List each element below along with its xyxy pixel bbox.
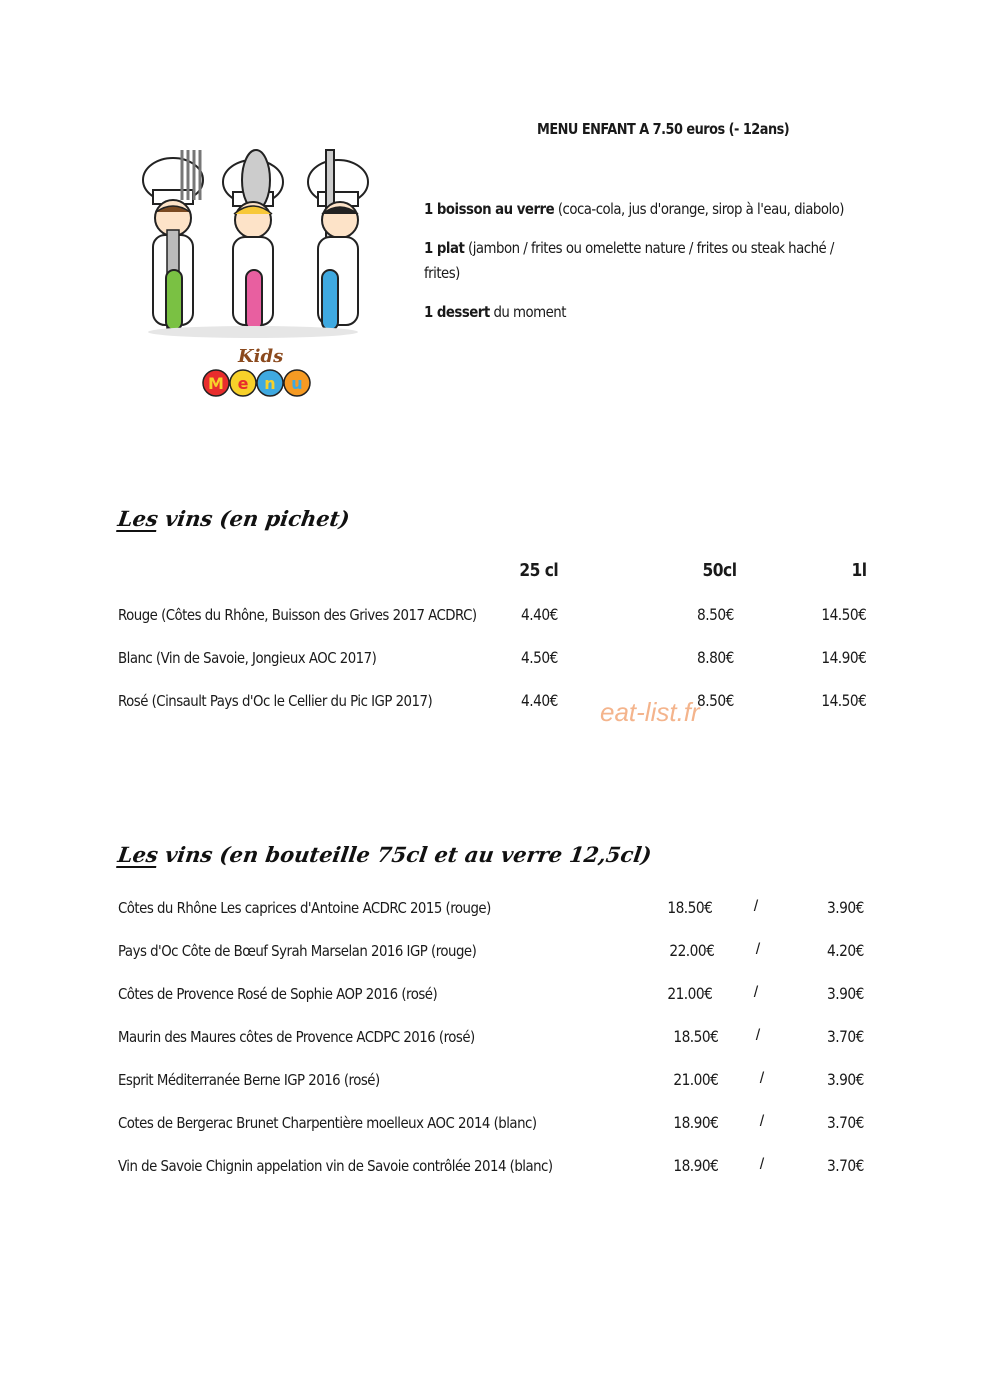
price-separator: / bbox=[759, 1113, 765, 1130]
price-separator: / bbox=[753, 898, 759, 915]
price-glass: 3.70€ bbox=[827, 1027, 864, 1046]
bottle-row-label: Pays d'Oc Côte de Bœuf Syrah Marselan 2016 IGP (rouge) bbox=[118, 942, 477, 960]
price-1l: 14.50€ bbox=[820, 605, 866, 624]
price-bottle: 21.00€ bbox=[672, 1070, 718, 1089]
pitcher-row-label: Rosé (Cinsault Pays d'Oc le Cellier du Pic IGP 2017) bbox=[118, 692, 433, 710]
kids-menu-title: MENU ENFANT A 7.50 euros (- 12ans) bbox=[537, 120, 790, 138]
pitcher-row-label: Rouge (Côtes du Rhône, Buisson des Grives 2017 ACDRC) bbox=[118, 606, 477, 624]
chef-fork-figure bbox=[143, 150, 203, 330]
kids-menu-dish bbox=[424, 236, 864, 286]
logo-letter-n: n bbox=[264, 374, 276, 393]
chef-spoon-figure bbox=[223, 150, 283, 330]
bottle-section-title: Les vins (en bouteille 75cl et au verre 12,5cl) bbox=[116, 842, 654, 867]
price-bottle: 18.90€ bbox=[672, 1156, 718, 1175]
drink-detail: (coca-cola, jus d'orange, sirop à l'eau, diabolo) bbox=[554, 200, 844, 218]
price-glass: 3.90€ bbox=[827, 984, 864, 1003]
price-50cl: 8.50€ bbox=[697, 691, 734, 710]
price-separator: / bbox=[759, 1156, 765, 1173]
col-1l: 1l bbox=[850, 560, 866, 581]
price-25cl: 4.50€ bbox=[521, 648, 558, 667]
price-50cl: 8.80€ bbox=[697, 648, 734, 667]
price-separator: / bbox=[753, 984, 759, 1001]
price-glass: 3.90€ bbox=[827, 898, 864, 917]
price-bottle: 21.00€ bbox=[666, 984, 712, 1003]
dessert-detail: du moment bbox=[489, 303, 566, 321]
watermark: eat-list.fr bbox=[600, 697, 700, 727]
price-50cl: 8.50€ bbox=[697, 605, 734, 624]
bottle-row-label: Vin de Savoie Chignin appelation vin de Savoie contrôlée 2014 (blanc) bbox=[118, 1157, 553, 1175]
price-bottle: 18.50€ bbox=[666, 898, 712, 917]
bottle-row-label: Côtes de Provence Rosé de Sophie AOP 2016 (rosé) bbox=[118, 985, 438, 1003]
price-1l: 14.90€ bbox=[820, 648, 866, 667]
pitcher-section-title: Les vins (en pichet) bbox=[116, 506, 352, 531]
logo-letter-e: e bbox=[237, 374, 249, 393]
price-glass: 3.90€ bbox=[827, 1070, 864, 1089]
col-50cl: 50cl bbox=[702, 560, 736, 581]
col-25cl: 25 cl bbox=[519, 560, 558, 581]
kids-menu-drink bbox=[424, 197, 864, 222]
price-glass: 3.70€ bbox=[827, 1113, 864, 1132]
pitcher-row-label: Blanc (Vin de Savoie, Jongieux AOC 2017) bbox=[118, 649, 377, 667]
price-1l: 14.50€ bbox=[820, 691, 866, 710]
kids-menu-illustration bbox=[128, 140, 378, 405]
price-25cl: 4.40€ bbox=[521, 605, 558, 624]
price-bottle: 18.50€ bbox=[672, 1027, 718, 1046]
bottle-row-label: Côtes du Rhône Les caprices d'Antoine ACDRC 2015 (rouge) bbox=[118, 899, 491, 917]
drink-bold: 1 boisson au verre bbox=[424, 200, 555, 218]
logo-menu-letters bbox=[203, 370, 310, 396]
price-25cl: 4.40€ bbox=[521, 691, 558, 710]
logo-kids-text: Kids bbox=[238, 346, 284, 367]
price-bottle: 22.00€ bbox=[668, 941, 714, 960]
logo-letter-u: u bbox=[291, 374, 303, 393]
price-separator: / bbox=[755, 1027, 761, 1044]
dish-bold: 1 plat bbox=[424, 239, 465, 257]
bottle-row-label: Cotes de Bergerac Brunet Charpentière moelleux AOC 2014 (blanc) bbox=[118, 1114, 537, 1132]
price-bottle: 18.90€ bbox=[672, 1113, 718, 1132]
price-glass: 4.20€ bbox=[827, 941, 864, 960]
chef-knife-figure bbox=[308, 150, 368, 330]
bottle-row-label: Esprit Méditerranée Berne IGP 2016 (rosé) bbox=[118, 1071, 380, 1089]
kids-menu-dessert bbox=[424, 300, 864, 325]
dish-detail: (jambon / frites ou omelette nature / frites ou steak haché / frites) bbox=[424, 239, 834, 282]
price-separator: / bbox=[759, 1070, 765, 1087]
price-glass: 3.70€ bbox=[827, 1156, 864, 1175]
dessert-bold: 1 dessert bbox=[424, 303, 490, 321]
price-separator: / bbox=[755, 941, 761, 958]
bottle-row-label: Maurin des Maures côtes de Provence ACDPC 2016 (rosé) bbox=[118, 1028, 475, 1046]
logo-letter-m: M bbox=[208, 374, 224, 393]
